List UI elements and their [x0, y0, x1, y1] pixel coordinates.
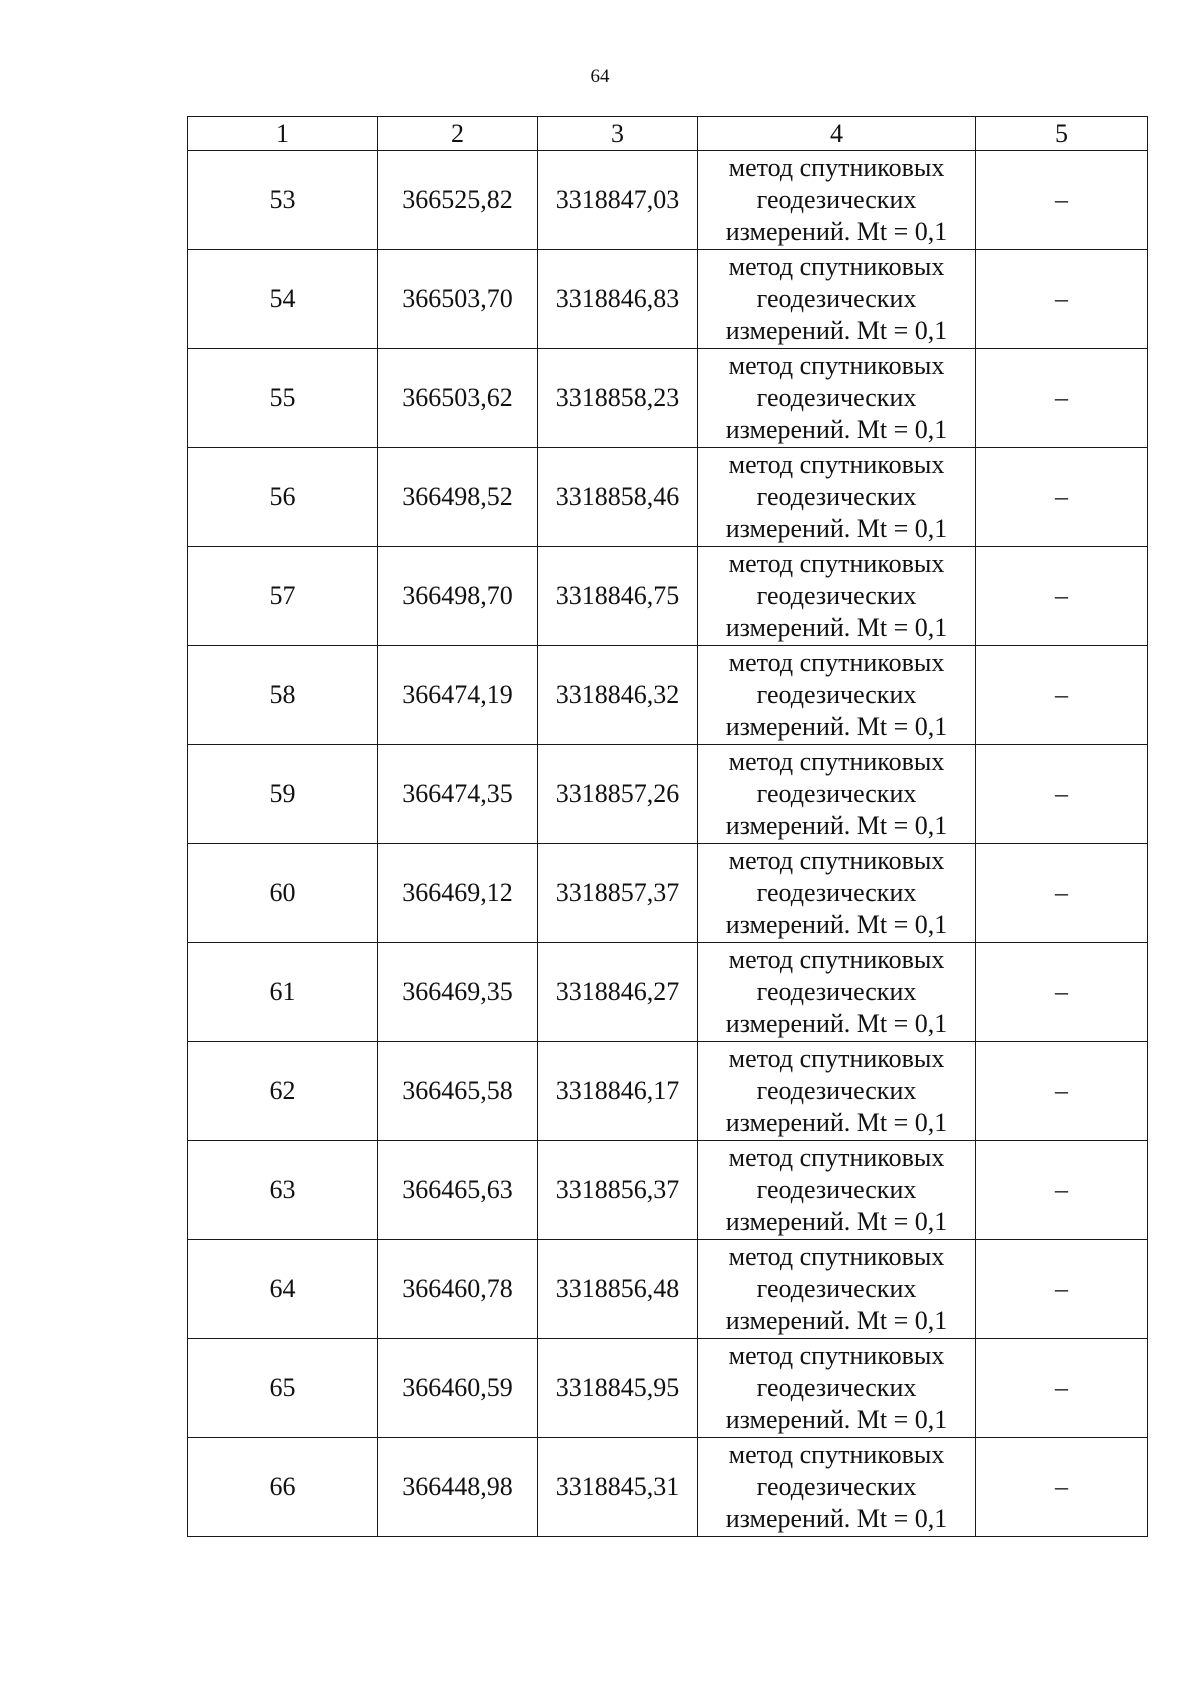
method-line: геодезических — [756, 878, 917, 907]
y-coordinate-cell: 3318847,03 — [538, 151, 698, 250]
table-row — [188, 250, 1148, 349]
method-line: измерений. Mt = 0,1 — [725, 1108, 948, 1137]
method-line: метод спутниковых — [728, 450, 945, 479]
method-cell — [698, 844, 976, 943]
x-coordinate-cell: 366469,12 — [378, 844, 538, 943]
column-header-4: 4 — [698, 117, 976, 151]
point-number-cell: 53 — [188, 151, 378, 250]
method-line: метод спутниковых — [728, 1044, 945, 1073]
y-coordinate-cell: 3318846,83 — [538, 250, 698, 349]
note-cell: – — [976, 250, 1148, 349]
method-line: метод спутниковых — [728, 351, 945, 380]
y-coordinate-cell: 3318858,46 — [538, 448, 698, 547]
note-cell: – — [976, 547, 1148, 646]
x-coordinate-cell: 366503,70 — [378, 250, 538, 349]
table-row — [188, 1240, 1148, 1339]
y-coordinate-cell: 3318845,95 — [538, 1339, 698, 1438]
point-number-cell: 59 — [188, 745, 378, 844]
method-cell — [698, 646, 976, 745]
method-cell — [698, 1240, 976, 1339]
method-line: геодезических — [756, 977, 917, 1006]
method-cell — [698, 151, 976, 250]
x-coordinate-cell: 366465,58 — [378, 1042, 538, 1141]
y-coordinate-cell: 3318845,31 — [538, 1438, 698, 1537]
method-line: измерений. Mt = 0,1 — [725, 316, 948, 345]
column-header-3: 3 — [538, 117, 698, 151]
point-number-cell: 57 — [188, 547, 378, 646]
y-coordinate-cell: 3318857,26 — [538, 745, 698, 844]
note-cell: – — [976, 1438, 1148, 1537]
table-header — [188, 117, 1148, 151]
x-coordinate-cell: 366498,52 — [378, 448, 538, 547]
method-cell — [698, 448, 976, 547]
x-coordinate-cell: 366498,70 — [378, 547, 538, 646]
y-coordinate-cell: 3318846,32 — [538, 646, 698, 745]
table-body — [188, 151, 1148, 1537]
method-line: измерений. Mt = 0,1 — [725, 415, 948, 444]
point-number-cell: 66 — [188, 1438, 378, 1537]
point-number-cell: 60 — [188, 844, 378, 943]
y-coordinate-cell: 3318856,48 — [538, 1240, 698, 1339]
method-cell — [698, 349, 976, 448]
method-cell — [698, 943, 976, 1042]
method-line: геодезических — [756, 1076, 917, 1105]
x-coordinate-cell: 366469,35 — [378, 943, 538, 1042]
method-line: измерений. Mt = 0,1 — [725, 1405, 948, 1434]
note-cell: – — [976, 1339, 1148, 1438]
x-coordinate-cell: 366503,62 — [378, 349, 538, 448]
y-coordinate-cell: 3318846,75 — [538, 547, 698, 646]
note-cell: – — [976, 745, 1148, 844]
method-line: измерений. Mt = 0,1 — [725, 811, 948, 840]
header-row — [188, 117, 1148, 151]
note-cell: – — [976, 943, 1148, 1042]
method-line: геодезических — [756, 284, 917, 313]
point-number-cell: 62 — [188, 1042, 378, 1141]
point-number-cell: 64 — [188, 1240, 378, 1339]
y-coordinate-cell: 3318846,17 — [538, 1042, 698, 1141]
method-cell — [698, 1438, 976, 1537]
method-line: метод спутниковых — [728, 648, 945, 677]
method-line: геодезических — [756, 1274, 917, 1303]
method-line: измерений. Mt = 0,1 — [725, 1207, 948, 1236]
table-row — [188, 1339, 1148, 1438]
table-row — [188, 349, 1148, 448]
method-line: геодезических — [756, 779, 917, 808]
method-line: метод спутниковых — [728, 153, 945, 182]
method-line: измерений. Mt = 0,1 — [725, 712, 948, 741]
method-line: измерений. Mt = 0,1 — [725, 217, 948, 246]
column-header-5: 5 — [976, 117, 1148, 151]
x-coordinate-cell: 366460,59 — [378, 1339, 538, 1438]
table-row — [188, 448, 1148, 547]
method-cell — [698, 1141, 976, 1240]
method-line: метод спутниковых — [728, 846, 945, 875]
table-row — [188, 1042, 1148, 1141]
point-number-cell: 58 — [188, 646, 378, 745]
x-coordinate-cell: 366465,63 — [378, 1141, 538, 1240]
x-coordinate-cell: 366474,35 — [378, 745, 538, 844]
point-number-cell: 65 — [188, 1339, 378, 1438]
point-number-cell: 56 — [188, 448, 378, 547]
x-coordinate-cell: 366474,19 — [378, 646, 538, 745]
column-header-2: 2 — [378, 117, 538, 151]
method-line: геодезических — [756, 1175, 917, 1204]
method-line: измерений. Mt = 0,1 — [725, 1504, 948, 1533]
method-line: метод спутниковых — [728, 1440, 945, 1469]
method-line: измерений. Mt = 0,1 — [725, 1009, 948, 1038]
table-row — [188, 943, 1148, 1042]
note-cell: – — [976, 1240, 1148, 1339]
x-coordinate-cell: 366460,78 — [378, 1240, 538, 1339]
note-cell: – — [976, 349, 1148, 448]
x-coordinate-cell: 366448,98 — [378, 1438, 538, 1537]
page-number: 64 — [590, 66, 610, 87]
method-line: измерений. Mt = 0,1 — [725, 514, 948, 543]
method-line: геодезических — [756, 482, 917, 511]
note-cell: – — [976, 151, 1148, 250]
y-coordinate-cell: 3318846,27 — [538, 943, 698, 1042]
column-header-1: 1 — [188, 117, 378, 151]
y-coordinate-cell: 3318858,23 — [538, 349, 698, 448]
method-line: геодезических — [756, 1472, 917, 1501]
method-line: метод спутниковых — [728, 252, 945, 281]
method-line: метод спутниковых — [728, 945, 945, 974]
method-line: метод спутниковых — [728, 1143, 945, 1172]
point-number-cell: 61 — [188, 943, 378, 1042]
coordinates-table — [187, 116, 1148, 1537]
point-number-cell: 63 — [188, 1141, 378, 1240]
table-row — [188, 547, 1148, 646]
method-line: геодезических — [756, 185, 917, 214]
point-number-cell: 55 — [188, 349, 378, 448]
method-cell — [698, 250, 976, 349]
method-line: геодезических — [756, 383, 917, 412]
method-line: метод спутниковых — [728, 747, 945, 776]
note-cell: – — [976, 1042, 1148, 1141]
note-cell: – — [976, 844, 1148, 943]
table-row — [188, 745, 1148, 844]
method-line: геодезических — [756, 680, 917, 709]
method-cell — [698, 1042, 976, 1141]
y-coordinate-cell: 3318857,37 — [538, 844, 698, 943]
method-line: измерений. Mt = 0,1 — [725, 1306, 948, 1335]
x-coordinate-cell: 366525,82 — [378, 151, 538, 250]
method-cell — [698, 745, 976, 844]
method-line: метод спутниковых — [728, 1341, 945, 1370]
point-number-cell: 54 — [188, 250, 378, 349]
note-cell: – — [976, 1141, 1148, 1240]
method-line: геодезических — [756, 1373, 917, 1402]
method-line: метод спутниковых — [728, 549, 945, 578]
note-cell: – — [976, 448, 1148, 547]
table-row — [188, 1141, 1148, 1240]
table-row — [188, 646, 1148, 745]
table-row — [188, 844, 1148, 943]
method-line: измерений. Mt = 0,1 — [725, 910, 948, 939]
note-cell: – — [976, 646, 1148, 745]
method-line: измерений. Mt = 0,1 — [725, 613, 948, 642]
method-line: метод спутниковых — [728, 1242, 945, 1271]
y-coordinate-cell: 3318856,37 — [538, 1141, 698, 1240]
method-line: геодезических — [756, 581, 917, 610]
method-cell — [698, 547, 976, 646]
method-cell — [698, 1339, 976, 1438]
table-row — [188, 151, 1148, 250]
table-row — [188, 1438, 1148, 1537]
